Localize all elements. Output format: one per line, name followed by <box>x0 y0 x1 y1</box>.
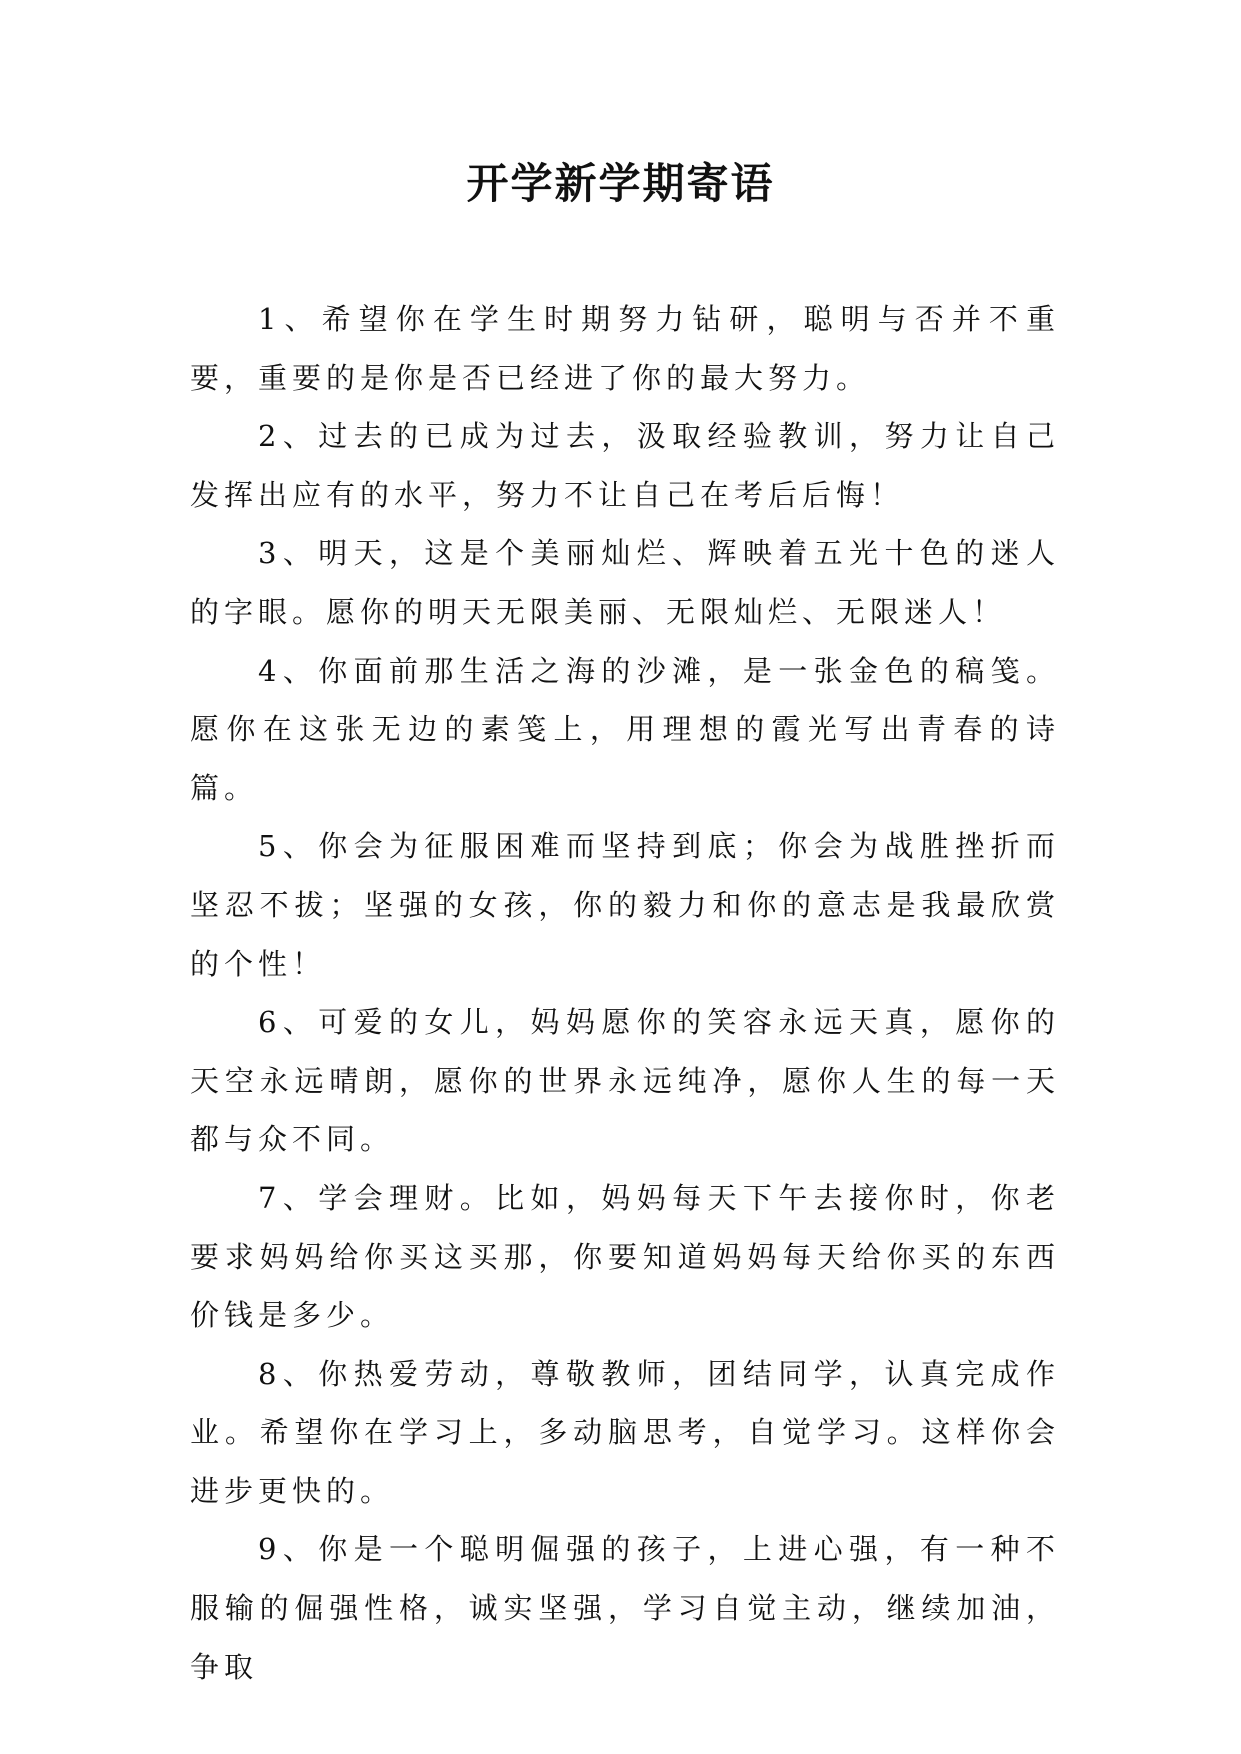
paragraph-8: 8、你热爱劳动，尊敬教师，团结同学，认真完成作业。希望你在学习上，多动脑思考，自觉学习。这样你会进步更快的。 <box>190 1356 1060 1508</box>
paragraph-3: 3、明天，这是个美丽灿烂、辉映着五光十色的迷人的字眼。愿你的明天无限美丽、无限灿烂、无限迷人！ <box>190 536 1060 629</box>
paragraph-6: 6、可爱的女儿，妈妈愿你的笑容永远天真，愿你的天空永远晴朗，愿你的世界永远纯净，愿你人生的每一天都与众不同。 <box>190 1005 1060 1157</box>
document-title: 开学新学期寄语 <box>466 159 775 208</box>
paragraph-9: 9、你是一个聪明倔强的孩子，上进心强，有一种不服输的倔强性格，诚实坚强，学习自觉主动，继续加油，争取 <box>190 1532 1060 1684</box>
paragraph-4: 4、你面前那生活之海的沙滩，是一张金色的稿笺。愿你在这张无边的素笺上，用理想的霞光写出青春的诗篇。 <box>190 653 1060 805</box>
paragraph-2: 2、过去的已成为过去，汲取经验教训，努力让自己发挥出应有的水平，努力不让自己在考后后悔！ <box>190 419 1060 512</box>
paragraph-5: 5、你会为征服困难而坚持到底；你会为战胜挫折而坚忍不拔；坚强的女孩，你的毅力和你的意志是我最欣赏的个性！ <box>190 829 1060 981</box>
paragraph-1: 1、希望你在学生时期努力钻研，聪明与否并不重要，重要的是你是否已经进了你的最大努力。 <box>190 302 1060 395</box>
paragraph-7: 7、学会理财。比如，妈妈每天下午去接你时，你老要求妈妈给你买这买那，你要知道妈妈每天给你买的东西价钱是多少。 <box>190 1180 1060 1333</box>
document-body <box>190 290 1060 1696</box>
